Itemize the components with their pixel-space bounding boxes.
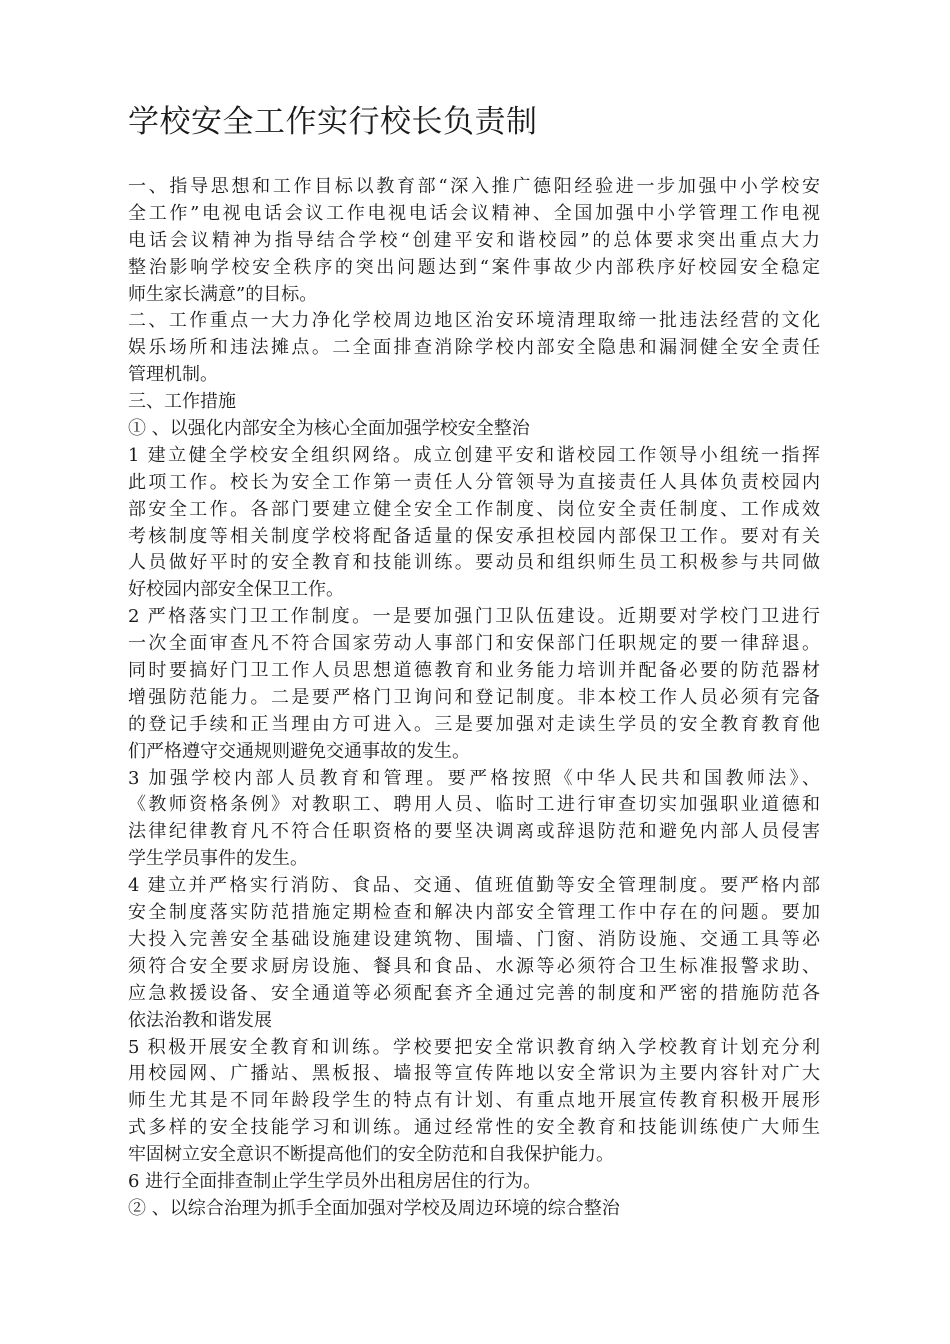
paragraph-line: 2 严格落实门卫工作制度。一是要加强门卫队伍建设。近期要对学校门卫进行 xyxy=(128,606,820,628)
paragraph-line: 大投入完善安全基础设施建设建筑物、围墙、门窗、消防设施、交通工具等必 xyxy=(128,928,820,950)
paragraph-line: ② 、以综合治理为抓手全面加强对学校及周边环境的综合整治 xyxy=(128,1197,620,1219)
paragraph-line: 牢固树立安全意识不断提高他们的安全防范和自我保护能力。 xyxy=(128,1144,614,1166)
paragraph-line: 一、指导思想和工作目标以教育部“深入推广德阳经验进一步加强中小学校安 xyxy=(128,176,820,197)
paragraph-line: 依法治教和谐发展 xyxy=(128,1009,272,1031)
paragraph-line: 三、工作措施 xyxy=(128,391,236,413)
paragraph-line: 增强防范能力。二是要严格门卫询问和登记制度。非本校工作人员必须有完备 xyxy=(128,686,820,708)
paragraph-line: 部安全工作。各部门要建立健全安全工作制度、岗位安全责任制度、工作成效 xyxy=(128,498,820,520)
paragraph-line: 们严格遵守交通规则避免交通事故的发生。 xyxy=(128,740,470,762)
paragraph-line: 的登记手续和正当理由方可进入。三是要加强对走读生学员的安全教育教育他 xyxy=(128,713,820,735)
paragraph-line: 整治影响学校安全秩序的突出问题达到“案件事故少内部秩序好校园安全稳定 xyxy=(128,256,820,278)
paragraph-line: 同时要搞好门卫工作人员思想道德教育和业务能力培训并配备必要的防范器材 xyxy=(128,660,820,682)
paragraph-line: 师生家长满意”的目标。 xyxy=(128,283,318,305)
paragraph-line: 管理机制。 xyxy=(128,364,218,386)
paragraph-line: 电话会议精神为指导结合学校“创建平安和谐校园”的总体要求突出重点大力 xyxy=(128,229,820,251)
paragraph-line: 娱乐场所和违法摊点。二全面排查消除学校内部安全隐患和漏洞健全安全责任 xyxy=(128,337,820,359)
paragraph-line: 5 积极开展安全教育和训练。学校要把安全常识教育纳入学校教育计划充分利 xyxy=(128,1036,820,1058)
paragraph-line: 学生学员事件的发生。 xyxy=(128,848,308,870)
paragraph-line: 师生尤其是不同年龄段学生的特点有计划、有重点地开展宣传教育积极开展形 xyxy=(128,1090,820,1112)
document-body xyxy=(128,174,820,1223)
paragraph-line: 《教师资格条例》对教职工、聘用人员、临时工进行审查切实加强职业道德和 xyxy=(128,794,820,816)
paragraph-line: 式多样的安全技能学习和训练。通过经常性的安全教育和技能训练使广大师生 xyxy=(128,1117,820,1139)
paragraph-line: 一次全面审查凡不符合国家劳动人事部门和安保部门任职规定的要一律辞退。 xyxy=(128,633,820,655)
paragraph-line: 考核制度等相关制度学校将配备适量的保安承担校园内部保卫工作。要对有关 xyxy=(128,525,820,547)
paragraph-line: 用校园网、广播站、黑板报、墙报等宣传阵地以安全常识为主要内容针对广大 xyxy=(128,1063,820,1085)
paragraph-line: 6 进行全面排查制止学生学员外出租房居住的行为。 xyxy=(128,1170,542,1192)
paragraph-line: ① 、以强化内部安全为核心全面加强学校安全整治 xyxy=(128,418,530,440)
paragraph-line: 二、工作重点一大力净化学校周边地区治安环境清理取缔一批违法经营的文化 xyxy=(128,310,820,332)
paragraph-line: 4 建立并严格实行消防、食品、交通、值班值勤等安全管理制度。要严格内部 xyxy=(128,875,820,897)
paragraph-line: 3 加强学校内部人员教育和管理。要严格按照《中华人民共和国教师法》、 xyxy=(128,767,820,789)
document-title: 学校安全工作实行校长负责制 xyxy=(128,104,538,140)
paragraph-line: 安全制度落实防范措施定期检查和解决内部安全管理工作中存在的问题。要加 xyxy=(128,902,820,924)
paragraph-line: 应急救援设备、安全通道等必须配套齐全通过完善的制度和严密的措施防范各 xyxy=(128,982,820,1004)
paragraph-line: 全工作”电视电话会议工作电视电话会议精神、全国加强中小学管理工作电视 xyxy=(128,202,820,224)
paragraph-line: 人员做好平时的安全教育和技能训练。要动员和组织师生员工积极参与共同做 xyxy=(128,552,820,574)
paragraph-line: 1 建立健全学校安全组织网络。成立创建平安和谐校园工作领导小组统一指挥 xyxy=(128,444,820,466)
paragraph-line: 好校园内部安全保卫工作。 xyxy=(128,579,344,601)
paragraph-line: 法律纪律教育凡不符合任职资格的要坚决调离或辞退防范和避免内部人员侵害 xyxy=(128,821,820,843)
paragraph-line: 须符合安全要求厨房设施、餐具和食品、水源等必须符合卫生标准报警求助、 xyxy=(128,955,820,977)
paragraph-line: 此项工作。校长为安全工作第一责任人分管领导为直接责任人具体负责校园内 xyxy=(128,471,820,493)
